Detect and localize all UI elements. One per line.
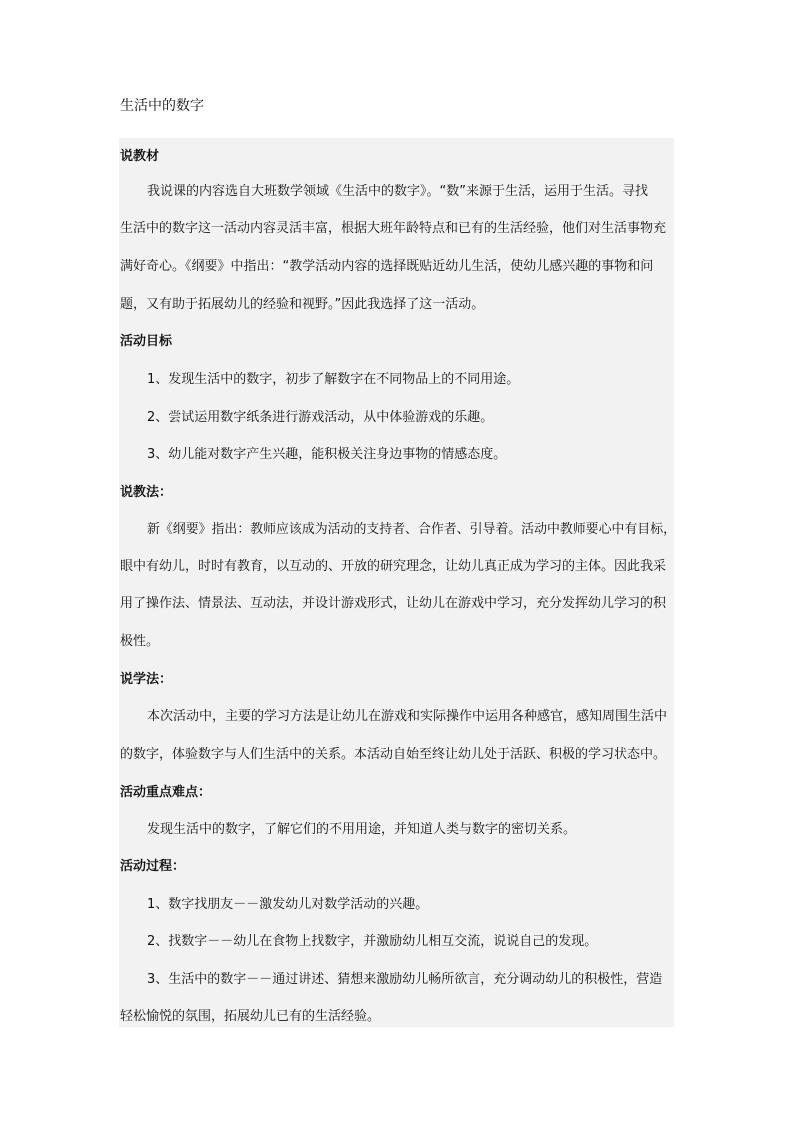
paragraph-line: 极性。 [120,634,160,649]
section-heading-process: 活动过程： [120,859,186,874]
section-heading-learning-method: 说学法： [120,672,173,687]
section-heading-goals: 活动目标 [120,334,173,349]
paragraph-line: 题，又有助于拓展幼儿的经验和视野。”因此我选择了这一活动。 [120,297,485,312]
paragraph-line: 新《纲要》指出：教师应该成为活动的支持者、合作者、引导着。活动中教师要心中有目标， [147,522,677,537]
section-heading-key-points: 活动重点难点： [120,785,212,800]
paragraph-line: 用了操作法、情景法、互动法，并设计游戏形式，让幼儿在游戏中学习，充分发挥幼儿学习的积 [120,596,667,611]
document-title: 生活中的数字 [120,98,204,114]
list-item: 2、尝试运用数字纸条进行游戏活动，从中体验游戏的乐趣。 [147,410,494,425]
paragraph-line: 轻松愉悦的氛围，拓展幼儿已有的生活经验。 [120,1009,381,1024]
paragraph-line: 眼中有幼儿，时时有教育，以互动的、开放的研究理念，让幼儿真正成为学习的主体。因此我采 [120,559,667,574]
paragraph-line: 的数字，体验数字与人们生活中的关系。本活动自始至终让幼儿处于活跃、积极的学习状态中。 [120,747,667,762]
list-item: 2、找数字－－幼儿在食物上找数字，并激励幼儿相互交流，说说自己的发现。 [147,934,598,949]
paragraph-line: 我说课的内容选自大班数学领域《生活中的数字》。“数”来源于生活，运用于生活。寻找 [147,184,648,199]
list-item: 1、数字找朋友－－激发幼儿对数学活动的兴趣。 [147,897,429,912]
list-item: 1、发现生活中的数字，初步了解数字在不同物品上的不同用途。 [147,372,520,387]
paragraph-line: 发现生活中的数字，了解它们的不用用途，并知道人类与数字的密切关系。 [147,822,577,837]
paragraph-line: 本次活动中，主要的学习方法是让幼儿在游戏和实际操作中运用各种感官，感知周围生活中 [147,709,668,724]
list-item: 3、生活中的数字－－通过讲述、猜想来激励幼儿畅所欲言，充分调动幼儿的积极性，营造 [147,972,663,987]
section-heading-teaching-material: 说教材 [120,149,160,164]
paragraph-line: 满好奇心。《纲要》中指出：“教学活动内容的选择既贴近幼儿生活，使幼儿感兴趣的事物和问 [120,259,654,274]
list-item: 3、幼儿能对数字产生兴趣，能积极关注身边事物的情感态度。 [147,447,507,462]
section-heading-teaching-method: 说教法： [120,485,173,500]
paragraph-line: 生活中的数字这一活动内容灵活丰富，根据大班年龄特点和已有的生活经验，他们对生活事物充 [120,221,667,236]
